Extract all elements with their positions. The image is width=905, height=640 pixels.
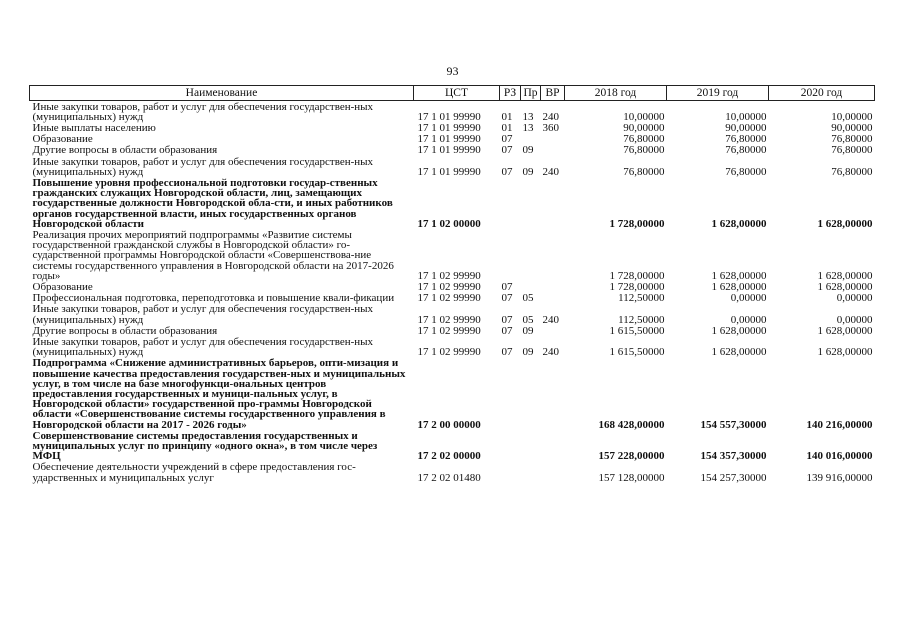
cell-2019: 76,80000 [725, 133, 767, 146]
cell-pr: 13 [522, 121, 534, 134]
cell-2020: 0,00000 [836, 313, 873, 326]
cell-2020: 90,00000 [831, 121, 873, 134]
cell-pr: 09 [522, 165, 534, 178]
cell-rz [500, 358, 521, 430]
cell-vr: 240 [542, 346, 559, 359]
cell-pr: 05 [522, 292, 534, 305]
cell-pr: 09 [522, 144, 534, 157]
table-row [30, 430, 875, 462]
cell-vr [541, 293, 565, 304]
cell-vr: 240 [542, 110, 559, 123]
cell-rz: 07 [501, 133, 513, 146]
cell-2020: 139 916,00000 [806, 471, 873, 484]
table-row [30, 101, 875, 123]
cell-cst: 17 1 01 99990 [417, 144, 481, 157]
cell-2018: 90,00000 [623, 121, 665, 134]
cell-2019: 10,00000 [725, 110, 767, 123]
cell-rz: 07 [501, 346, 513, 359]
cell-cst: 17 1 01 99990 [417, 133, 481, 146]
table-row [30, 177, 875, 229]
cell-2018: 76,80000 [623, 133, 665, 146]
cell-rz [500, 430, 521, 462]
cell-rz: 07 [501, 165, 513, 178]
cell-pr [521, 134, 541, 145]
table-row [30, 145, 875, 156]
cell-pr: 09 [522, 346, 534, 359]
table-row [30, 358, 875, 430]
cell-2018: 1 615,50000 [609, 346, 665, 359]
cell-rz: 07 [501, 292, 513, 305]
cell-rz: 07 [501, 313, 513, 326]
cell-cst: 17 1 02 99990 [417, 324, 481, 337]
header-name: Наименование [30, 86, 414, 101]
cell-2020: 140 216,00000 [806, 418, 873, 431]
cell-name: Иные закупки товаров, работ и услуг для обеспечения государствен-ных (муниципальных) нужд [32, 155, 374, 178]
header-cst: ЦСТ [414, 86, 500, 101]
header-rz: РЗ [500, 86, 521, 101]
cell-2019: 1 628,00000 [711, 217, 767, 230]
cell-vr [541, 177, 565, 229]
header-2020: 2020 год [769, 86, 875, 101]
cell-2018: 157 128,00000 [598, 471, 665, 484]
cell-2019: 76,80000 [725, 144, 767, 157]
cell-2020: 76,80000 [831, 144, 873, 157]
cell-cst: 17 1 02 99990 [417, 280, 481, 293]
cell-name: Повышение уровня профессиональной подготовки государ-ственных гражданских служащих Новгородской области, лиц, замещающих государственные должности Новгородской обла-сти, и иных работников органов государственной власти, иных государственных органов Новгородской области [32, 176, 393, 230]
cell-name: Иные закупки товаров, работ и услуг для обеспечения государствен-ных (муниципальных) нужд [32, 335, 374, 359]
table-header-row [30, 86, 875, 101]
cell-rz: 01 [501, 110, 513, 123]
cell-vr: 360 [542, 121, 559, 134]
cell-2020: 76,80000 [831, 133, 873, 146]
cell-name: Иные закупки товаров, работ и услуг для обеспечения государствен-ных (муниципальных) нужд [32, 100, 374, 123]
table-row [30, 134, 875, 145]
cell-2018: 1 728,00000 [609, 280, 665, 293]
cell-2020: 1 628,00000 [817, 269, 873, 282]
table-row [30, 336, 875, 357]
table-row [30, 462, 875, 483]
cell-2019: 0,00000 [730, 313, 767, 326]
cell-vr [541, 145, 565, 156]
cell-vr [541, 281, 565, 292]
cell-name: Иные закупки товаров, работ и услуг для обеспечения государствен-ных (муниципальных) нужд [32, 303, 374, 326]
table-body [30, 101, 875, 484]
cell-rz [500, 177, 521, 229]
cell-cst: 17 2 02 00000 [417, 450, 481, 463]
cell-2020: 76,80000 [831, 165, 873, 178]
cell-2018: 1 728,00000 [609, 217, 665, 230]
cell-pr [521, 281, 541, 292]
cell-pr: 09 [522, 324, 534, 337]
cell-name: Совершенствование системы предоставления государственных и муниципальных услуг по принципу «одного окна», в том числе через МФЦ [32, 429, 378, 463]
cell-2019: 1 628,00000 [711, 269, 767, 282]
cell-pr [521, 229, 541, 281]
page-number: 93 [446, 64, 459, 78]
cell-2018: 76,80000 [623, 144, 665, 157]
header-pr: Пр [521, 86, 541, 101]
cell-cst: 17 1 02 99990 [417, 292, 481, 305]
table-row [30, 293, 875, 304]
cell-cst: 17 1 02 00000 [417, 217, 481, 230]
cell-cst: 17 1 02 99990 [417, 269, 481, 282]
cell-2019: 1 628,00000 [711, 324, 767, 337]
cell-rz: 07 [501, 324, 513, 337]
cell-2020: 1 628,00000 [817, 324, 873, 337]
cell-name: Другие вопросы в области образования [32, 144, 218, 157]
cell-2019: 0,00000 [730, 292, 767, 305]
cell-cst: 17 1 02 99990 [417, 313, 481, 326]
cell-cst: 17 1 01 99990 [417, 121, 481, 134]
cell-2018: 168 428,00000 [598, 418, 665, 431]
cell-cst: 17 1 01 99990 [417, 110, 481, 123]
cell-vr [541, 134, 565, 145]
cell-2018: 76,80000 [623, 165, 665, 178]
cell-vr [541, 325, 565, 336]
cell-2020: 0,00000 [836, 292, 873, 305]
cell-vr [541, 358, 565, 430]
cell-2019: 1 628,00000 [711, 346, 767, 359]
cell-rz: 01 [501, 121, 513, 134]
cell-2018: 1 615,50000 [609, 324, 665, 337]
table-row [30, 229, 875, 281]
cell-2020: 10,00000 [831, 110, 873, 123]
cell-2018: 1 728,00000 [609, 269, 665, 282]
cell-name: Образование [32, 133, 93, 146]
cell-name: Образование [32, 280, 93, 293]
cell-2019: 1 628,00000 [711, 280, 767, 293]
budget-table [29, 85, 875, 483]
cell-cst: 17 2 00 00000 [417, 418, 481, 431]
cell-pr [521, 358, 541, 430]
cell-2019: 76,80000 [725, 165, 767, 178]
cell-cst: 17 1 01 99990 [417, 165, 481, 178]
cell-rz: 07 [501, 280, 513, 293]
cell-name: Другие вопросы в области образования [32, 324, 218, 337]
cell-2020: 1 628,00000 [817, 217, 873, 230]
cell-cst: 17 1 02 99990 [417, 346, 481, 359]
cell-2019: 90,00000 [725, 121, 767, 134]
cell-2019: 154 257,30000 [700, 471, 767, 484]
cell-vr [541, 430, 565, 462]
table-row [30, 281, 875, 292]
table-row [30, 122, 875, 133]
cell-name: Подпрограмма «Снижение административных барьеров, опти-мизация и повышение качества предоставления государствен-ных и муниципальных услуг, в том числе на базе многофункци-ональных центров предоставления государственных и муници-пальных услуг, в Новгородской области» государственной про-граммы Новгородской области «Совершенствование системы государственного управления в Новгородской области на 2017 - 2026 годы» [32, 357, 406, 431]
cell-2020: 1 628,00000 [817, 346, 873, 359]
header-2019: 2019 год [667, 86, 769, 101]
cell-2019: 154 357,30000 [700, 450, 767, 463]
cell-pr [521, 177, 541, 229]
cell-cst: 17 2 02 01480 [417, 471, 481, 484]
header-2018: 2018 год [565, 86, 667, 101]
cell-2018: 10,00000 [623, 110, 665, 123]
cell-vr [541, 229, 565, 281]
cell-2019: 154 557,30000 [700, 418, 767, 431]
table-row [30, 325, 875, 336]
cell-pr: 05 [522, 313, 534, 326]
cell-2020: 1 628,00000 [817, 280, 873, 293]
cell-name: Иные выплаты населению [32, 121, 156, 134]
cell-pr: 13 [522, 110, 534, 123]
cell-vr: 240 [542, 165, 559, 178]
cell-pr [521, 462, 541, 483]
cell-rz [500, 462, 521, 483]
cell-name: Обеспечение деятельности учреждений в сфере предоставления гос-ударственных и муниципальных услуг [32, 461, 356, 484]
cell-rz [500, 229, 521, 281]
cell-vr [541, 462, 565, 483]
cell-2018: 112,50000 [618, 313, 665, 326]
cell-2020: 140 016,00000 [806, 450, 873, 463]
cell-2018: 112,50000 [618, 292, 665, 305]
cell-rz: 07 [501, 144, 513, 157]
table-row [30, 156, 875, 177]
header-vr: ВР [541, 86, 565, 101]
cell-2018: 157 228,00000 [598, 450, 665, 463]
cell-vr: 240 [542, 313, 559, 326]
cell-name: Профессиональная подготовка, переподготовка и повышение квали-фикации [32, 292, 395, 305]
cell-pr [521, 430, 541, 462]
cell-name: Реализация прочих мероприятий подпрограммы «Развитие системы государственной гражданской службы в Новгородской области» го-сударственной программы Новгородской области «Совершенствова-ние системы государственного управления в Новгородской области на 2017-2026 годы» [32, 228, 394, 282]
table-row [30, 304, 875, 325]
